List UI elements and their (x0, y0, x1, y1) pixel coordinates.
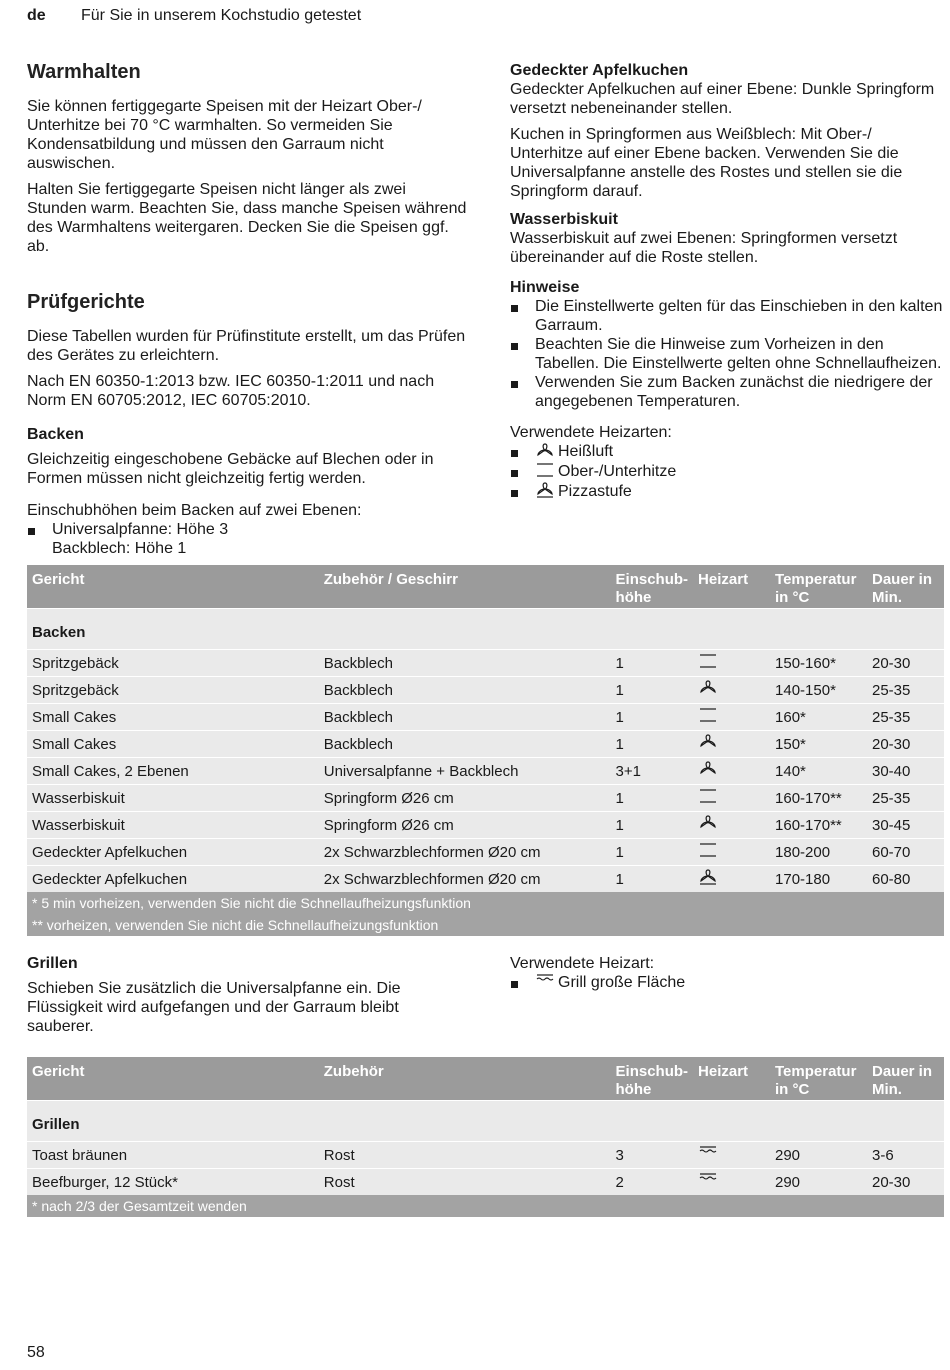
einschub-intro: Einschubhöhen beim Backen auf zwei Ebenen: (27, 502, 362, 519)
cell-heating (693, 785, 770, 812)
list-item: Verwenden Sie zum Backen zunächst die niedrigere der angegebenen Temperaturen. (510, 373, 945, 411)
section-label: Grillen (27, 1101, 944, 1142)
list-item-text: Universalpfanne: Höhe 3 (52, 521, 229, 538)
list-item: Die Einstellwerte gelten für das Einschieben in den kalten Garraum. (510, 297, 945, 335)
hinweise-list (510, 297, 945, 411)
footnote-text: * nach 2/3 der Gesamtzeit wenden (27, 1195, 944, 1217)
cell-dish: Wasserbiskuit (27, 785, 319, 812)
cell-accessory: Springform Ø26 cm (319, 785, 611, 812)
cell-accessory: Backblech (319, 650, 611, 677)
apfelkuchen-heading: Gedeckter Apfelkuchen (510, 62, 689, 79)
table-row (27, 785, 944, 812)
cell-temperature: 160-170** (770, 785, 867, 812)
cell-accessory: 2x Schwarzblechformen Ø20 cm (319, 866, 611, 893)
backen-heading: Backen (27, 426, 84, 443)
cell-heating (693, 866, 770, 893)
table-row (27, 1142, 944, 1169)
list-item-text: Pizzastufe (558, 483, 632, 500)
list-item-text: Heißluft (558, 443, 614, 460)
grillen-table (27, 1057, 944, 1217)
column-header-duration: Dauer in Min. (867, 1057, 944, 1101)
cell-heating (693, 839, 770, 866)
cell-level: 3 (611, 1142, 694, 1169)
cell-accessory: Universalpfanne + Backblech (319, 758, 611, 785)
cell-heating (693, 812, 770, 839)
cell-level: 3+1 (611, 758, 694, 785)
cell-level: 1 (611, 866, 694, 893)
cell-temperature: 140* (770, 758, 867, 785)
list-item (510, 462, 945, 482)
section-label: Backen (27, 609, 944, 650)
grillen-paragraph: Schieben Sie zusätzlich die Universalpfanne ein. Die Flüssigkeit wird aufgefangen und der Garraum bleibt sauberer. (27, 980, 401, 1035)
table-row (27, 866, 944, 893)
cell-heating (693, 1169, 770, 1196)
cell-duration: 25-35 (867, 704, 944, 731)
warmhalten-paragraph-1: Sie können fertiggegarte Speisen mit der Heizart Ober-/ Unterhitze bei 70 °C warmhalten. So vermeiden Sie Kondensatbildung und müssen den Garraum nicht auswischen. (27, 98, 422, 172)
language-code: de (27, 7, 46, 24)
column-header-heating: Heizart (693, 1057, 770, 1101)
cell-accessory: Springform Ø26 cm (319, 812, 611, 839)
page-header (27, 7, 361, 25)
cell-heating (693, 704, 770, 731)
section-row (27, 609, 944, 650)
cell-dish: Toast bräunen (27, 1142, 319, 1169)
cell-dish: Small Cakes (27, 731, 319, 758)
cell-level: 1 (611, 677, 694, 704)
column-header-accessory: Zubehör / Geschirr (319, 565, 611, 609)
cell-duration: 60-70 (867, 839, 944, 866)
cell-accessory: Backblech (319, 731, 611, 758)
footnote-row (27, 1195, 944, 1217)
cell-level: 1 (611, 785, 694, 812)
warmhalten-heading: Warmhalten (27, 61, 141, 83)
cell-accessory: Backblech (319, 677, 611, 704)
cell-temperature: 170-180 (770, 866, 867, 893)
fan-icon (535, 442, 555, 458)
table-row (27, 650, 944, 677)
column-header-dish: Gericht (27, 565, 319, 609)
heizarten-intro: Verwendete Heizarten: (510, 424, 672, 441)
top-bottom-heat-icon (698, 653, 718, 673)
table-row (27, 839, 944, 866)
column-header-level: Einschub- höhe (611, 565, 694, 609)
pruefgerichte-heading: Prüfgerichte (27, 291, 145, 313)
einschub-list (27, 520, 467, 558)
cell-heating (693, 731, 770, 758)
cell-heating (693, 650, 770, 677)
table-row (27, 758, 944, 785)
heizarten-list (510, 442, 945, 502)
cell-accessory: Rost (319, 1169, 611, 1196)
cell-level: 1 (611, 650, 694, 677)
top-bottom-heat-icon (698, 707, 718, 727)
cell-duration: 30-45 (867, 812, 944, 839)
cell-accessory: Backblech (319, 704, 611, 731)
top-bottom-heat-icon (698, 788, 718, 808)
grill-large-icon (698, 1145, 718, 1165)
list-item-text: Backblech: Höhe 1 (52, 540, 187, 557)
pizza-setting-icon (535, 482, 555, 498)
column-header-temperature: Temperatur in °C (770, 1057, 867, 1101)
pruefgerichte-paragraph-1: Diese Tabellen wurden für Prüfinstitute erstellt, um das Prüfen des Gerätes zu erleichtern. (27, 328, 466, 364)
cell-dish: Beefburger, 12 Stück* (27, 1169, 319, 1196)
cell-level: 1 (611, 812, 694, 839)
grill-heizart-list (510, 973, 945, 992)
column-header-accessory: Zubehör (319, 1057, 611, 1101)
cell-accessory: Rost (319, 1142, 611, 1169)
table-row (27, 704, 944, 731)
apfelkuchen-paragraph-2: Kuchen in Springformen aus Weißblech: Mit Ober-/ Unterhitze auf einer Ebene backen. Verwenden Sie die Universalpfanne anstelle des Rostes und stellen sie die Springform darauf. (510, 126, 903, 200)
cell-duration: 3-6 (867, 1142, 944, 1169)
wasserbiskuit-heading: Wasserbiskuit (510, 211, 618, 228)
cell-dish: Spritzgebäck (27, 650, 319, 677)
wasserbiskuit-paragraph: Wasserbiskuit auf zwei Ebenen: Springformen versetzt übereinander auf die Roste stellen. (510, 230, 898, 266)
column-header-dish: Gericht (27, 1057, 319, 1101)
table-header-row (27, 1057, 944, 1101)
footnote-row (27, 892, 944, 914)
left-column (27, 60, 467, 558)
fan-icon (698, 734, 718, 754)
cell-duration: 20-30 (867, 1169, 944, 1196)
header-title: Für Sie in unserem Kochstudio getestet (81, 7, 362, 24)
table-row (27, 1169, 944, 1196)
backen-paragraph: Gleichzeitig eingeschobene Gebäcke auf Blechen oder in Formen müssen nicht gleichzeitig fertig werden. (27, 451, 434, 487)
cell-temperature: 150-160* (770, 650, 867, 677)
cell-temperature: 160* (770, 704, 867, 731)
top-bottom-heat-icon (698, 842, 718, 862)
apfelkuchen-paragraph-1: Gedeckter Apfelkuchen auf einer Ebene: Dunkle Springform versetzt nebeneinander stellen. (510, 81, 935, 117)
table-header-row (27, 565, 944, 609)
warmhalten-paragraph-2: Halten Sie fertiggegarte Speisen nicht länger als zwei Stunden warm. Beachten Sie, dass manche Speisen während des Warmhaltens weitergaren. Decken Sie die Speisen ggf. ab. (27, 181, 467, 255)
cell-accessory: 2x Schwarzblechformen Ø20 cm (319, 839, 611, 866)
cell-duration: 25-35 (867, 677, 944, 704)
cell-temperature: 150* (770, 731, 867, 758)
grill-heizart-intro: Verwendete Heizart: (510, 955, 655, 972)
column-header-level: Einschub- höhe (611, 1057, 694, 1101)
cell-dish: Wasserbiskuit (27, 812, 319, 839)
footnote-text: * 5 min vorheizen, verwenden Sie nicht die Schnellaufheizungsfunktion (27, 892, 944, 914)
footnote-row (27, 914, 944, 936)
list-item: Beachten Sie die Hinweise zum Vorheizen in den Tabellen. Die Einstellwerte gelten ohne Schnellaufheizen. (510, 335, 945, 373)
right-column (510, 61, 945, 502)
cell-duration: 60-80 (867, 866, 944, 893)
cell-temperature: 290 (770, 1169, 867, 1196)
fan-icon (698, 761, 718, 781)
cell-dish: Gedeckter Apfelkuchen (27, 866, 319, 893)
grill-large-icon (535, 973, 555, 989)
cell-temperature: 290 (770, 1142, 867, 1169)
cell-duration: 20-30 (867, 650, 944, 677)
pruefgerichte-paragraph-2: Nach EN 60350-1:2013 bzw. IEC 60350-1:2011 und nach Norm EN 60705:2012, IEC 60705:2010. (27, 373, 435, 409)
cell-heating (693, 677, 770, 704)
list-item (27, 520, 467, 558)
cell-level: 1 (611, 839, 694, 866)
cell-duration: 20-30 (867, 731, 944, 758)
grill-left (27, 954, 467, 1043)
fan-icon (698, 680, 718, 700)
cell-duration: 25-35 (867, 785, 944, 812)
cell-dish: Spritzgebäck (27, 677, 319, 704)
cell-level: 1 (611, 731, 694, 758)
list-item (510, 973, 945, 992)
list-item (510, 482, 945, 502)
grill-large-icon (698, 1172, 718, 1192)
cell-heating (693, 758, 770, 785)
cell-temperature: 160-170** (770, 812, 867, 839)
grill-right (510, 954, 945, 992)
fan-icon (698, 815, 718, 835)
list-item (510, 442, 945, 462)
cell-level: 2 (611, 1169, 694, 1196)
pizza-setting-icon (698, 869, 718, 889)
table-row (27, 812, 944, 839)
cell-temperature: 180-200 (770, 839, 867, 866)
column-header-duration: Dauer in Min. (867, 565, 944, 609)
backen-table (27, 565, 944, 936)
footnote-text: ** vorheizen, verwenden Sie nicht die Schnellaufheizungsfunktion (27, 914, 944, 936)
cell-heating (693, 1142, 770, 1169)
list-item-text: Grill große Fläche (558, 974, 686, 991)
hinweise-heading: Hinweise (510, 279, 580, 296)
list-item-text: Ober-/Unterhitze (558, 463, 677, 480)
table-row (27, 677, 944, 704)
column-header-temperature: Temperatur in °C (770, 565, 867, 609)
cell-temperature: 140-150* (770, 677, 867, 704)
cell-dish: Small Cakes, 2 Ebenen (27, 758, 319, 785)
grillen-heading: Grillen (27, 955, 78, 972)
cell-level: 1 (611, 704, 694, 731)
section-row (27, 1101, 944, 1142)
column-header-heating: Heizart (693, 565, 770, 609)
cell-dish: Small Cakes (27, 704, 319, 731)
page-number: 58 (27, 1344, 45, 1361)
cell-dish: Gedeckter Apfelkuchen (27, 839, 319, 866)
table-row (27, 731, 944, 758)
top-bottom-heat-icon (535, 462, 555, 478)
cell-duration: 30-40 (867, 758, 944, 785)
